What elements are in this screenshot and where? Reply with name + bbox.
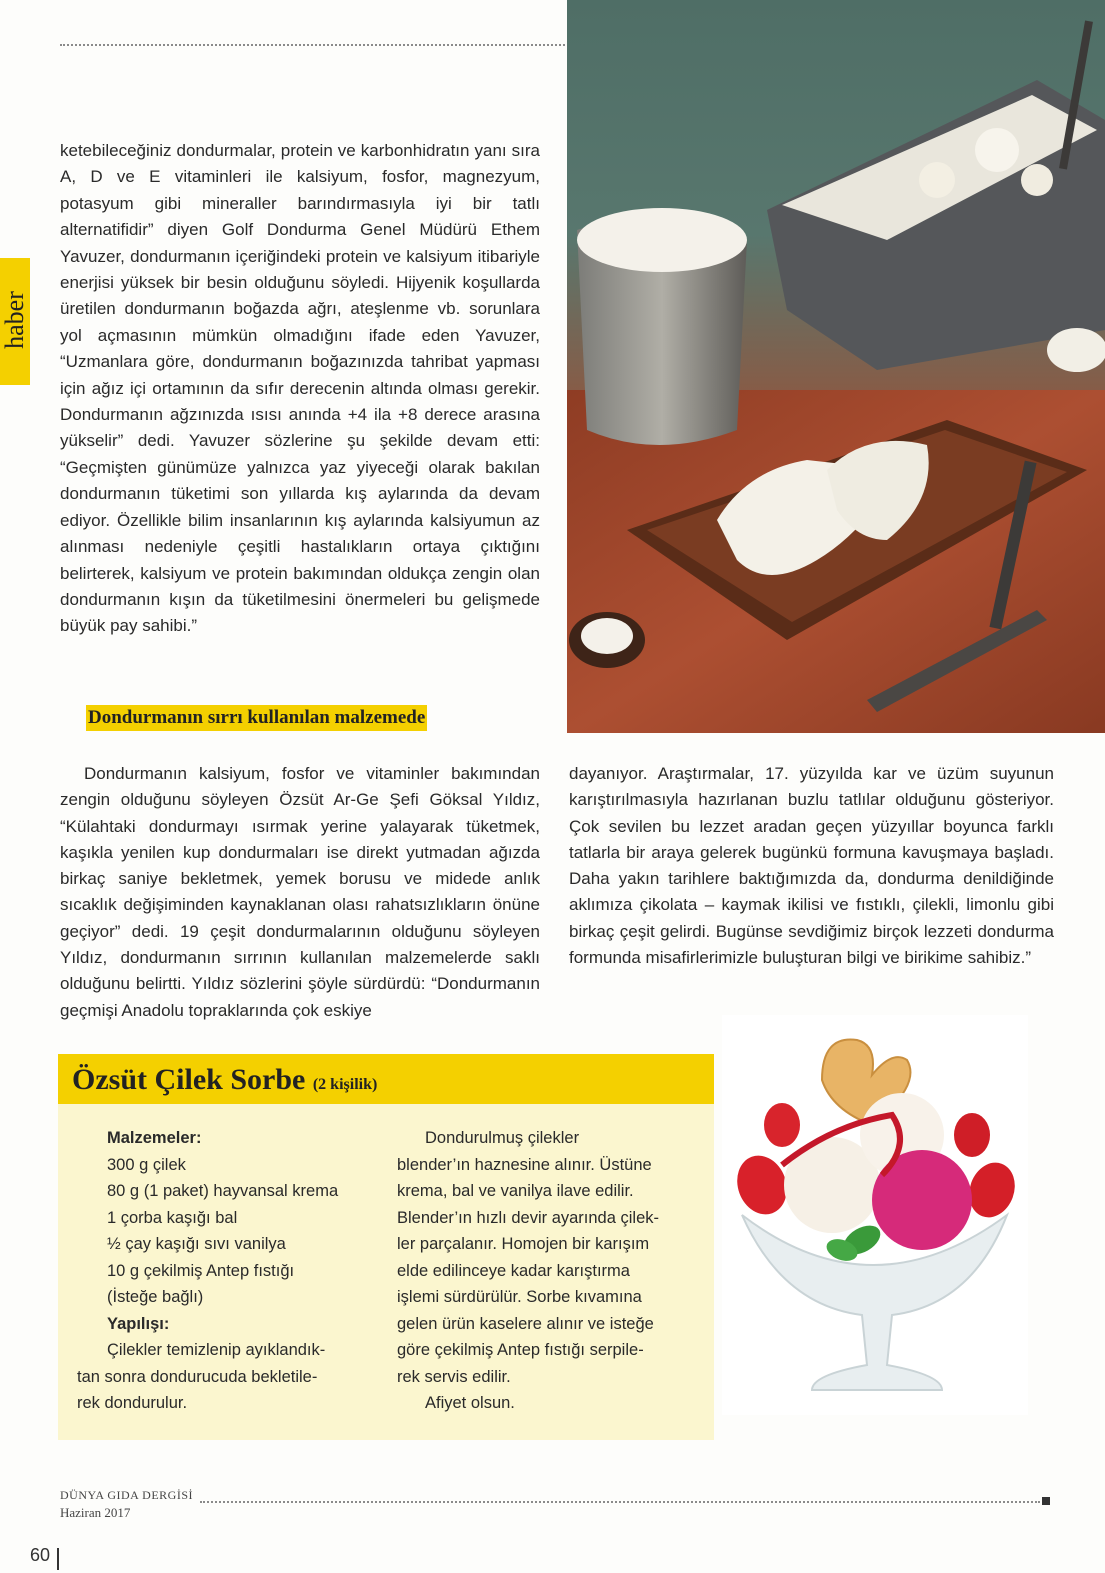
sorbet-cup-illustration — [722, 1015, 1028, 1415]
method-line: tan sonra dondurucuda bekletile- — [77, 1367, 318, 1386]
subheading: Dondurmanın sırrı kullanılan malzemede — [86, 705, 427, 731]
method-line: rek dondurulur. — [77, 1394, 188, 1412]
recipe-title-text: Özsüt Çilek Sorbe — [72, 1063, 306, 1096]
body-right-paragraph: dayanıyor. Araştırmalar, 17. yüzyılda kar ve üzüm suyunun karıştırılmasıyla hazırlanan buzlu tatlılar olduğunu gösteriyor. Çok sevilen bu lezzet aradan geçen yüzyıllar boyunca farklı tatlarla bir araya gelerek bugünkü formuna kavuşmaya başladı. Daha yakın tarihlere baktığımızda da, dondurma denildiğinde aklımıza çikolata – kaymak ikilisi ve fıstıklı, çilekli, limonlu gibi birkaç çeşit gelirdi. Bugünse sevdiğimiz birçok lezzeti dondurma formunda misafirlerimizle buluşturan bilgi ve birikime sahibiz.” — [569, 764, 1054, 968]
footer-magazine-name: DÜNYA GIDA DERGİSİ — [60, 1488, 194, 1502]
method-line: Afiyet olsun. — [425, 1394, 515, 1412]
top-dotted-rule — [60, 44, 565, 46]
recipe-left-column — [77, 1125, 387, 1417]
ingredient-item: 10 g çekilmiş Antep fıstığı — [107, 1261, 295, 1280]
ingredient-item: 1 çorba kaşığı bal — [107, 1208, 238, 1227]
body-column-right — [569, 761, 1054, 971]
footer-date: Haziran 2017 — [60, 1505, 131, 1520]
strawberry-sorbet-photo — [722, 1015, 1028, 1415]
body-left-paragraph: Dondurmanın kalsiyum, fosfor ve vitaminler bakımından zengin olduğunu söyleyen Özsüt Ar-Ge Şefi Göksal Yıldız, “Külahtaki dondurmayı ısırmak yerine yalayarak tüketmek, kaşıkla yenilen kup dondurmaları ise direkt yutmadan ağızda birkaç saniye bekletmek, yemek borusu ve midede anlık sıcaklık değişiminden kaynaklanan olası rahatsızlıkların önüne geçiyor” dedi. 19 çeşit dondurmalarının olduğunu söyleyen Yıldız, dondurmanın sırrının kullanılan malzemelerde saklı olduğunu belirtti. Yıldız sözlerini şöyle sürdürdü: “Dondurmanın geçmişi Anadolu topraklarında çok eskiye — [60, 764, 540, 1020]
ingredients-heading: Malzemeler: — [107, 1129, 202, 1147]
method-line: ler parçalanır. Homojen bir karışım — [397, 1235, 650, 1253]
method-line: Çilekler temizlenip ayıklandık- — [107, 1341, 326, 1359]
footer-dotted-rule — [200, 1501, 1040, 1503]
ingredient-item: 80 g (1 paket) hayvansal krema — [107, 1182, 339, 1200]
method-line: göre çekilmiş Antep fıstığı serpile- — [397, 1341, 644, 1359]
method-line: işlemi sürdürülür. Sorbe kıvamına — [397, 1288, 642, 1306]
page-number: 60 — [30, 1545, 51, 1565]
section-label: haber — [0, 291, 29, 349]
method-line: elde edilinceye kadar karıştırma — [397, 1261, 630, 1280]
lead-paragraph: ketebileceğiniz dondurmalar, protein ve karbonhidratın yanı sıra A, D ve E vitaminleri ile kalsiyum, fosfor, magnezyum, potasyum gibi mineraller barındırmasıyla iyi bir tatlı alternatifidir” diyen Golf Dondurma Genel Müdürü Ethem Yavuzer, dondurmanın içeriğindeki protein ve kalsiyum itibariyle enerjisi yüksek bir besin olduğunu söyledi. Hijyenik koşullarda üretilen dondurmanın boğazda ağrı, ateşlenme vb. sorunlara yol açmasının mümkün olmadığını ifade eden Yavuzer, “Uzmanlara göre, dondurmanın boğazınızda tahribat yapması için ağız içi ortamının da sıfır derecenin altında olması gerekir. Dondurmanın ağzınızda ısısı anında +4 ila +8 derece arasına yükselir” dedi. Yavuzer sözlerine şu şekilde devam etti: “Geçmişten günümüze yalnızca yaz yiyeceği olarak bakılan dondurmanın tüketimi son yıllarda kış aylarında da devam ediyor. Özellikle bilim insanlarının kış aylarında kalsiyumun az alınması nedeniyle çeşitli hastalıkların ortaya çıktığını belirterek, kalsiyum ve protein bakımından oldukça zengin olan dondurmanın kışın da tüketilmesini önermeleri bu gelişmede büyük pay sahibi.” — [60, 141, 540, 636]
footer-square-marker — [1042, 1497, 1050, 1505]
method-line: krema, bal ve vanilya ilave edilir. — [397, 1182, 634, 1200]
method-line: Dondurulmuş çilekler — [425, 1129, 580, 1147]
body-column-left — [60, 761, 540, 1024]
page-number-divider — [57, 1548, 59, 1570]
recipe-servings: (2 kişilik) — [312, 1076, 378, 1093]
ingredient-item: (İsteğe bağlı) — [107, 1288, 204, 1306]
recipe-title — [72, 1060, 377, 1105]
recipe-right-column — [397, 1125, 697, 1417]
coconut-ice-cream-photo — [567, 0, 1105, 733]
coconut-ice-cream-illustration — [567, 0, 1105, 733]
method-line: gelen ürün kaselere alınır ve isteğe — [397, 1314, 654, 1333]
method-line: Blender’ın hızlı devir ayarında çilek- — [397, 1208, 659, 1227]
method-line: blender’ın haznesine alınır. Üstüne — [397, 1155, 652, 1174]
method-line: rek servis edilir. — [397, 1367, 511, 1386]
ingredient-item: ½ çay kaşığı sıvı vanilya — [107, 1235, 286, 1253]
ingredient-item: 300 g çilek — [107, 1155, 186, 1174]
method-heading: Yapılışı: — [107, 1314, 170, 1333]
